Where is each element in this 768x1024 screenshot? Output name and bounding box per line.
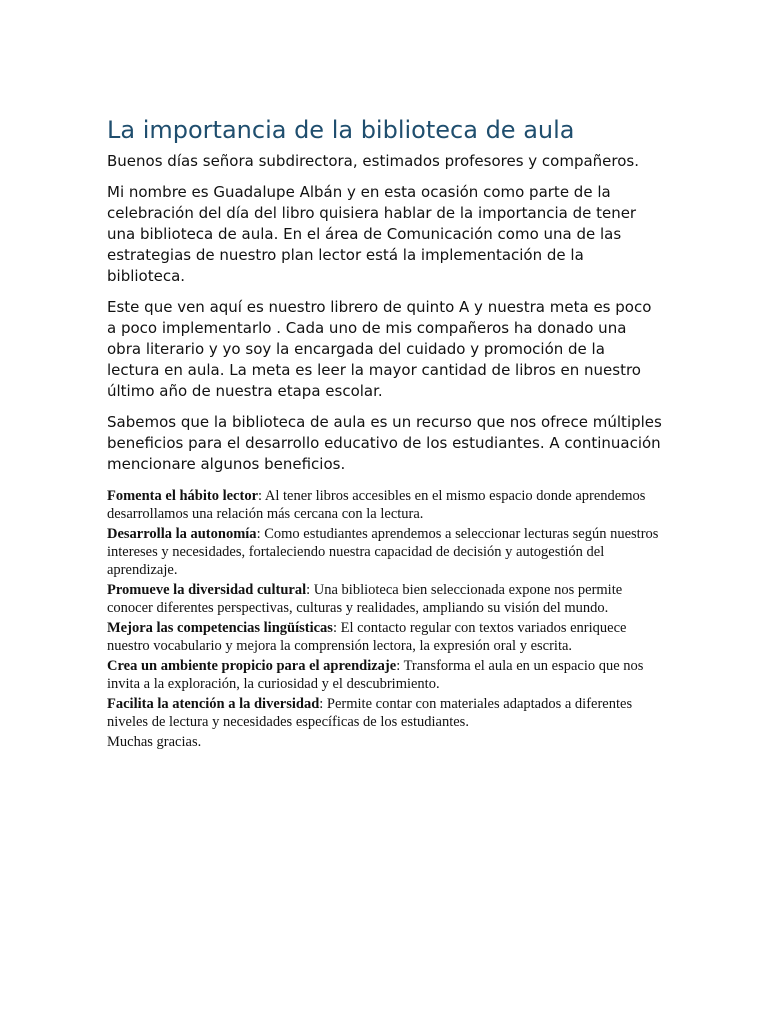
benefit-text: : El contacto regular con textos variados enriquece nuestro vocabulario y mejora la comprensión lectora, la expresión oral y escrita.	[107, 620, 627, 654]
benefit-text: : Una biblioteca bien seleccionada expone nos permite conocer diferentes perspectivas, culturas y realidades, ampliando su visión del mundo.	[107, 582, 623, 616]
benefits-list	[107, 487, 662, 751]
benefit-heading: Facilita la atención a la diversidad	[107, 696, 320, 712]
bookshelf-paragraph: Este que ven aquí es nuestro librero de quinto A y nuestra meta es poco a poco implementarlo . Cada uno de mis compañeros ha donado una obra literario y yo soy la encargada del cuidado y promoción de la lectura en aula. La meta es leer la mayor cantidad de libros en nuestro último año de nuestra etapa escolar.	[107, 298, 652, 400]
benefit-item-diversity-attention	[107, 695, 662, 731]
benefit-heading: Promueve la diversidad cultural	[107, 582, 307, 598]
intro-paragraph: Mi nombre es Guadalupe Albán y en esta ocasión como parte de la celebración del día del libro quisiera hablar de la importancia de tener una biblioteca de aula. En el área de Comunicación como una de las estrategias de nuestro plan lector está la implementación de la biblioteca.	[107, 183, 637, 285]
benefit-text: : Permite contar con materiales adaptados a diferentes niveles de lectura y necesidades específicas de los estudiantes.	[107, 696, 633, 730]
benefit-text: : Al tener libros accesibles en el mismo espacio donde aprendemos desarrollamos una relación más cercana con la lectura.	[107, 488, 646, 522]
benefit-heading: Mejora las competencias lingüísticas	[107, 620, 333, 636]
benefit-item-cultural-diversity	[107, 581, 662, 617]
benefits-intro-paragraph: Sabemos que la biblioteca de aula es un recurso que nos ofrece múltiples beneficios para el desarrollo educativo de los estudiantes. A continuación mencionare algunos beneficios.	[107, 413, 662, 473]
benefit-heading: Fomenta el hábito lector	[107, 488, 259, 504]
benefit-item-autonomy	[107, 525, 662, 579]
benefit-text: : Como estudiantes aprendemos a seleccionar lecturas según nuestros intereses y necesidades, fortaleciendo nuestra capacidad de decisión y autogestión del aprendizaje.	[107, 526, 659, 578]
benefit-heading: Desarrolla la autonomía	[107, 526, 257, 542]
benefit-item-learning-environment	[107, 657, 662, 693]
benefit-item-language-skills	[107, 619, 662, 655]
benefit-item-reading-habit	[107, 487, 662, 523]
benefit-text: : Transforma el aula en un espacio que nos invita a la exploración, la curiosidad y el descubrimiento.	[107, 658, 644, 692]
document-content	[107, 113, 662, 751]
closing-text: Muchas gracias.	[107, 734, 202, 750]
greeting-paragraph: Buenos días señora subdirectora, estimados profesores y compañeros.	[107, 152, 640, 170]
benefit-heading: Crea un ambiente propicio para el aprendizaje	[107, 658, 397, 674]
document-title: La importancia de la biblioteca de aula	[107, 116, 575, 144]
